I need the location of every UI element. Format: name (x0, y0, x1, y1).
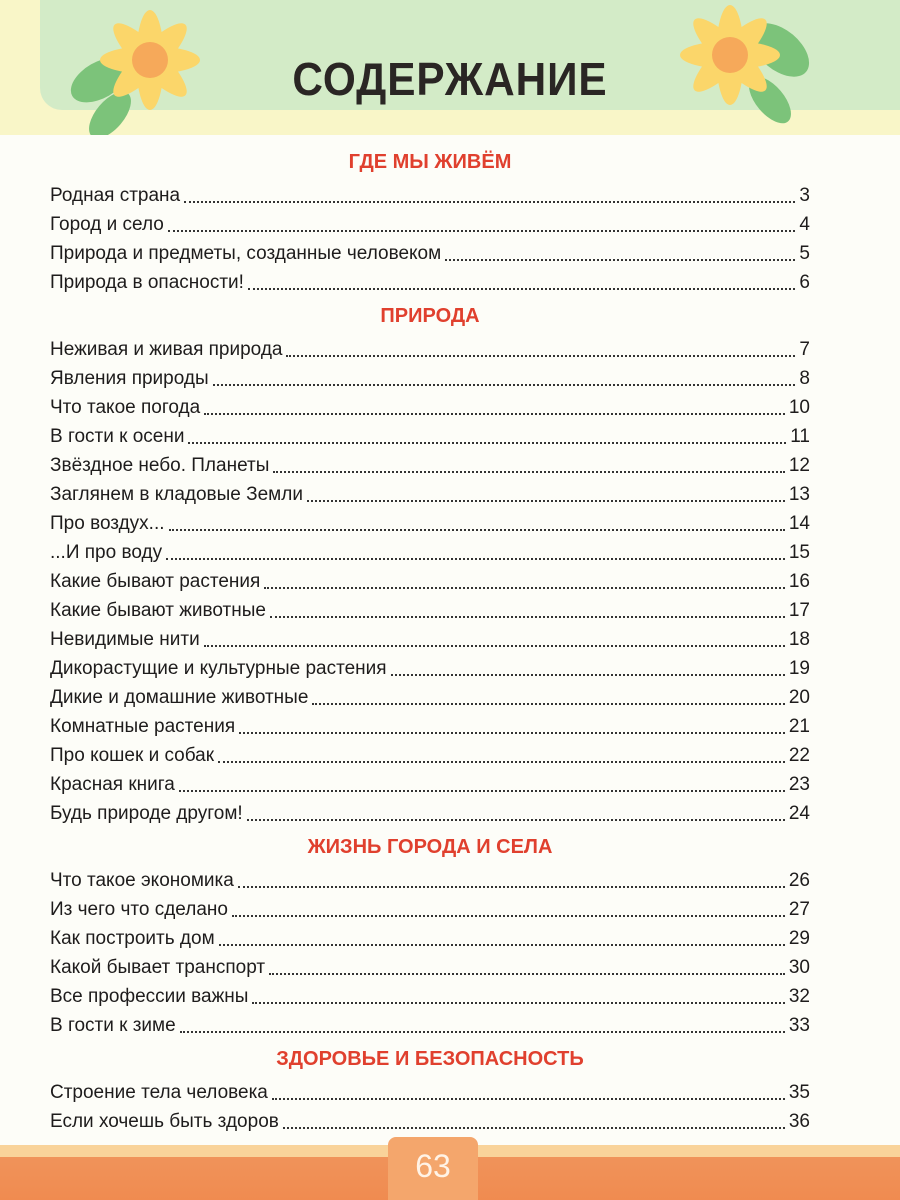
entry-title: Неживая и живая природа (50, 338, 283, 360)
dot-leader (391, 674, 785, 676)
dot-leader (188, 442, 786, 444)
toc-entry (50, 866, 810, 895)
toc-entry (50, 335, 810, 364)
entry-page: 17 (788, 599, 810, 621)
entry-title: Комнатные растения (50, 715, 236, 737)
entry-title: Звёздное небо. Планеты (50, 454, 270, 476)
entry-page: 30 (788, 956, 810, 978)
entry-page: 15 (788, 541, 810, 563)
entry-title: В гости к осени (50, 425, 185, 447)
section-heading: ГДЕ МЫ ЖИВЁМ (348, 151, 512, 173)
entry-page: 18 (788, 628, 810, 650)
entry-title: Явления природы (50, 367, 209, 389)
entry-title: Из чего что сделано (50, 898, 228, 920)
entry-page: 10 (788, 396, 810, 418)
entry-title: Что такое экономика (50, 869, 234, 891)
entry-page: 11 (790, 425, 810, 447)
toc-entry (50, 895, 810, 924)
toc-entry (50, 625, 810, 654)
entry-page: 5 (799, 242, 810, 264)
toc-entry (50, 210, 810, 239)
toc-entry (50, 741, 810, 770)
toc-entry (50, 924, 810, 953)
toc-entry (50, 1107, 810, 1136)
entry-page: 36 (788, 1110, 810, 1132)
toc-entry (50, 770, 810, 799)
entry-title: Все профессии важны (50, 985, 249, 1007)
toc-entry (50, 393, 810, 422)
dot-leader (252, 1002, 784, 1004)
page-number: 63 (388, 1137, 478, 1200)
section-heading: ПРИРОДА (380, 305, 480, 327)
dot-leader (169, 529, 785, 531)
dot-leader (179, 790, 785, 792)
dot-leader (232, 915, 785, 917)
toc-entry (50, 1078, 810, 1107)
entry-title: Дикорастущие и культурные растения (50, 657, 387, 679)
section-heading: ЖИЗНЬ ГОРОДА И СЕЛА (307, 836, 553, 858)
entry-title: Как построить дом (50, 927, 215, 949)
entry-page: 22 (788, 744, 810, 766)
toc-entry (50, 799, 810, 828)
toc-entry (50, 364, 810, 393)
dot-leader (272, 1098, 785, 1100)
dot-leader (248, 288, 795, 290)
entry-page: 4 (799, 213, 810, 235)
page-title: СОДЕРЖАНИЕ (292, 53, 608, 105)
entry-title: Город и село (50, 213, 164, 235)
entry-page: 13 (788, 483, 810, 505)
toc-entry (50, 422, 810, 451)
entry-page: 24 (788, 802, 810, 824)
toc-entry (50, 268, 810, 297)
entry-title: Красная книга (50, 773, 175, 795)
entry-page: 33 (788, 1014, 810, 1036)
dot-leader (445, 259, 795, 261)
dot-leader (264, 587, 785, 589)
dot-leader (218, 761, 785, 763)
toc-entry (50, 654, 810, 683)
entry-page: 19 (788, 657, 810, 679)
entry-title: В гости к зиме (50, 1014, 176, 1036)
toc-entry (50, 953, 810, 982)
dot-leader (168, 230, 796, 232)
entry-page: 23 (788, 773, 810, 795)
toc-entry (50, 509, 810, 538)
entry-page: 6 (799, 271, 810, 293)
entry-title: ...И про воду (50, 541, 163, 563)
toc-entry (50, 683, 810, 712)
entry-page: 7 (799, 338, 810, 360)
entry-page: 3 (799, 184, 810, 206)
entry-title: Невидимые нити (50, 628, 200, 650)
toc-entry (50, 567, 810, 596)
dot-leader (283, 1127, 785, 1129)
dot-leader (166, 558, 785, 560)
dot-leader (247, 819, 785, 821)
dot-leader (312, 703, 784, 705)
toc-entry (50, 596, 810, 625)
dot-leader (307, 500, 785, 502)
dot-leader (204, 645, 785, 647)
dot-leader (270, 616, 785, 618)
entry-page: 21 (788, 715, 810, 737)
entry-title: Будь природе другом! (50, 802, 243, 824)
entry-title: Дикие и домашние животные (50, 686, 309, 708)
toc-entry (50, 239, 810, 268)
entry-title: Строение тела человека (50, 1081, 268, 1103)
dot-leader (213, 384, 796, 386)
entry-page: 8 (799, 367, 810, 389)
entry-title: Что такое погода (50, 396, 201, 418)
entry-title: Какие бывают растения (50, 570, 261, 592)
toc-entry (50, 451, 810, 480)
entry-page: 26 (788, 869, 810, 891)
entry-page: 12 (788, 454, 810, 476)
toc-entry (50, 982, 810, 1011)
dot-leader (269, 973, 785, 975)
toc-entry (50, 181, 810, 210)
dot-leader (219, 944, 785, 946)
dot-leader (204, 413, 785, 415)
entry-title: Природа в опасности! (50, 271, 244, 293)
entry-title: Если хочешь быть здоров (50, 1110, 279, 1132)
toc-entry (50, 1011, 810, 1040)
entry-page: 32 (788, 985, 810, 1007)
entry-title: Родная страна (50, 184, 181, 206)
table-of-contents (50, 143, 810, 1136)
toc-entry (50, 538, 810, 567)
entry-page: 29 (788, 927, 810, 949)
dot-leader (180, 1031, 785, 1033)
dot-leader (238, 886, 785, 888)
entry-title: Природа и предметы, созданные человеком (50, 242, 442, 264)
entry-page: 14 (788, 512, 810, 534)
entry-page: 20 (788, 686, 810, 708)
entry-title: Заглянем в кладовые Земли (50, 483, 303, 505)
entry-page: 27 (788, 898, 810, 920)
dot-leader (184, 201, 795, 203)
entry-title: Про воздух... (50, 512, 165, 534)
dot-leader (273, 471, 784, 473)
entry-title: Какие бывают животные (50, 599, 266, 621)
entry-title: Какой бывает транспорт (50, 956, 266, 978)
entry-page: 16 (788, 570, 810, 592)
dot-leader (286, 355, 795, 357)
toc-entry (50, 480, 810, 509)
entry-page: 35 (788, 1081, 810, 1103)
toc-entry (50, 712, 810, 741)
entry-title: Про кошек и собак (50, 744, 215, 766)
section-heading: ЗДОРОВЬЕ И БЕЗОПАСНОСТЬ (276, 1048, 584, 1070)
dot-leader (239, 732, 785, 734)
